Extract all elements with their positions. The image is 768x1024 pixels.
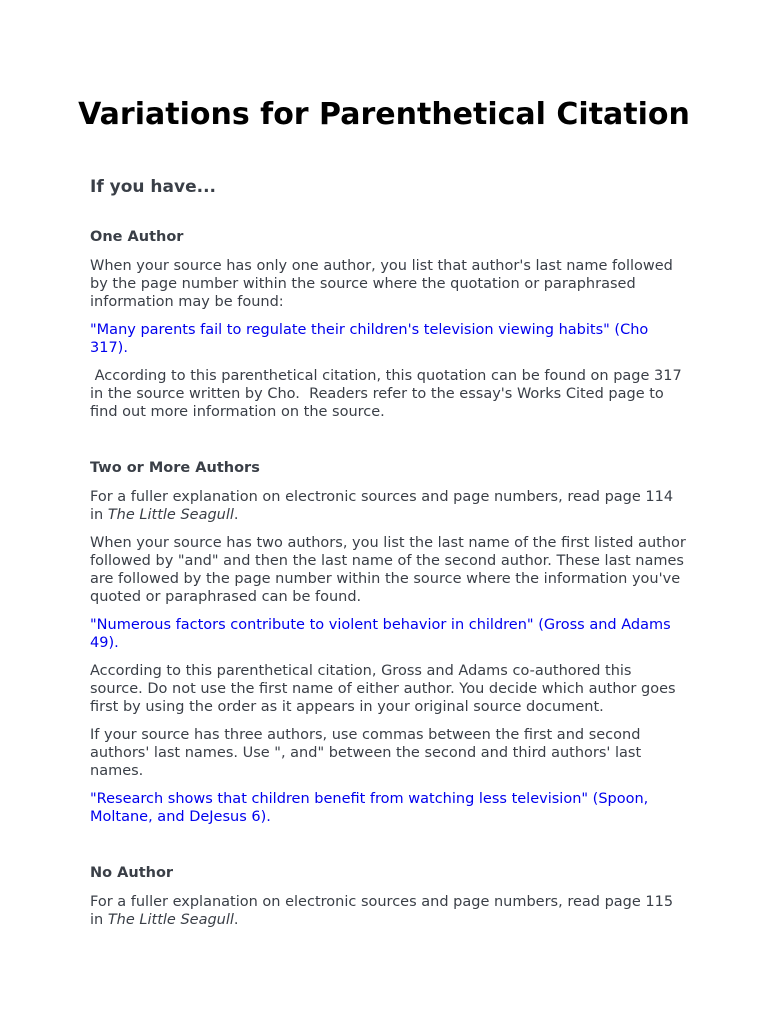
three-authors-explanation: If your source has three authors, use commas between the first and second authors' last names. Use ", and" between the second and third authors' last names. xyxy=(90,727,642,779)
two-authors-reference-note xyxy=(90,488,686,524)
two-authors-citation-note: According to this parenthetical citation, Gross and Adams co-authored this source. Do not use the first name of either author. You decide which author goes first by using the order as it appears in your original source document. xyxy=(90,663,676,715)
reference-text: For a fuller explanation on electronic sources and page numbers, read page 114 in xyxy=(90,489,674,523)
reference-text: For a fuller explanation on electronic sources and page numbers, read page 115 in xyxy=(90,894,674,928)
one-author-explanation: When your source has only one author, you list that author's last name followed by the page number within the source where the quotation or paraphrased information may be found: xyxy=(90,258,673,310)
book-title: The Little Seagull xyxy=(107,507,234,523)
page-subtitle: If you have... xyxy=(90,177,216,197)
no-author-reference-note xyxy=(90,893,686,929)
section-heading-no-author: No Author xyxy=(90,865,174,881)
reference-suffix: . xyxy=(233,912,239,928)
three-authors-example-quote: "Research shows that children benefit from watching less television" (Spoon, Moltane, and DeJesus 6). xyxy=(90,791,649,825)
document-content xyxy=(90,176,686,939)
section-heading-one-author: One Author xyxy=(90,229,184,245)
one-author-example-quote: "Many parents fail to regulate their children's television viewing habits" (Cho 317). xyxy=(90,322,649,356)
one-author-citation-note: According to this parenthetical citation, this quotation can be found on page 317 in the source written by Cho. Readers refer to the essay's Works Cited page to find out more information on the source. xyxy=(90,368,687,420)
section-spacer xyxy=(90,836,686,864)
page-title: Variations for Parenthetical Citation xyxy=(78,97,690,132)
two-authors-example-quote: "Numerous factors contribute to violent behavior in children" (Gross and Adams 49). xyxy=(90,617,671,651)
two-authors-explanation: When your source has two authors, you list the last name of the first listed author followed by "and" and then the last name of the second author. These last names are followed by the page number within the source where the information you've quoted or paraphrased can be found. xyxy=(90,535,686,605)
section-spacer xyxy=(90,431,686,459)
section-heading-two-or-more-authors: Two or More Authors xyxy=(90,460,260,476)
book-title: The Little Seagull xyxy=(107,912,234,928)
reference-suffix: . xyxy=(233,507,239,523)
